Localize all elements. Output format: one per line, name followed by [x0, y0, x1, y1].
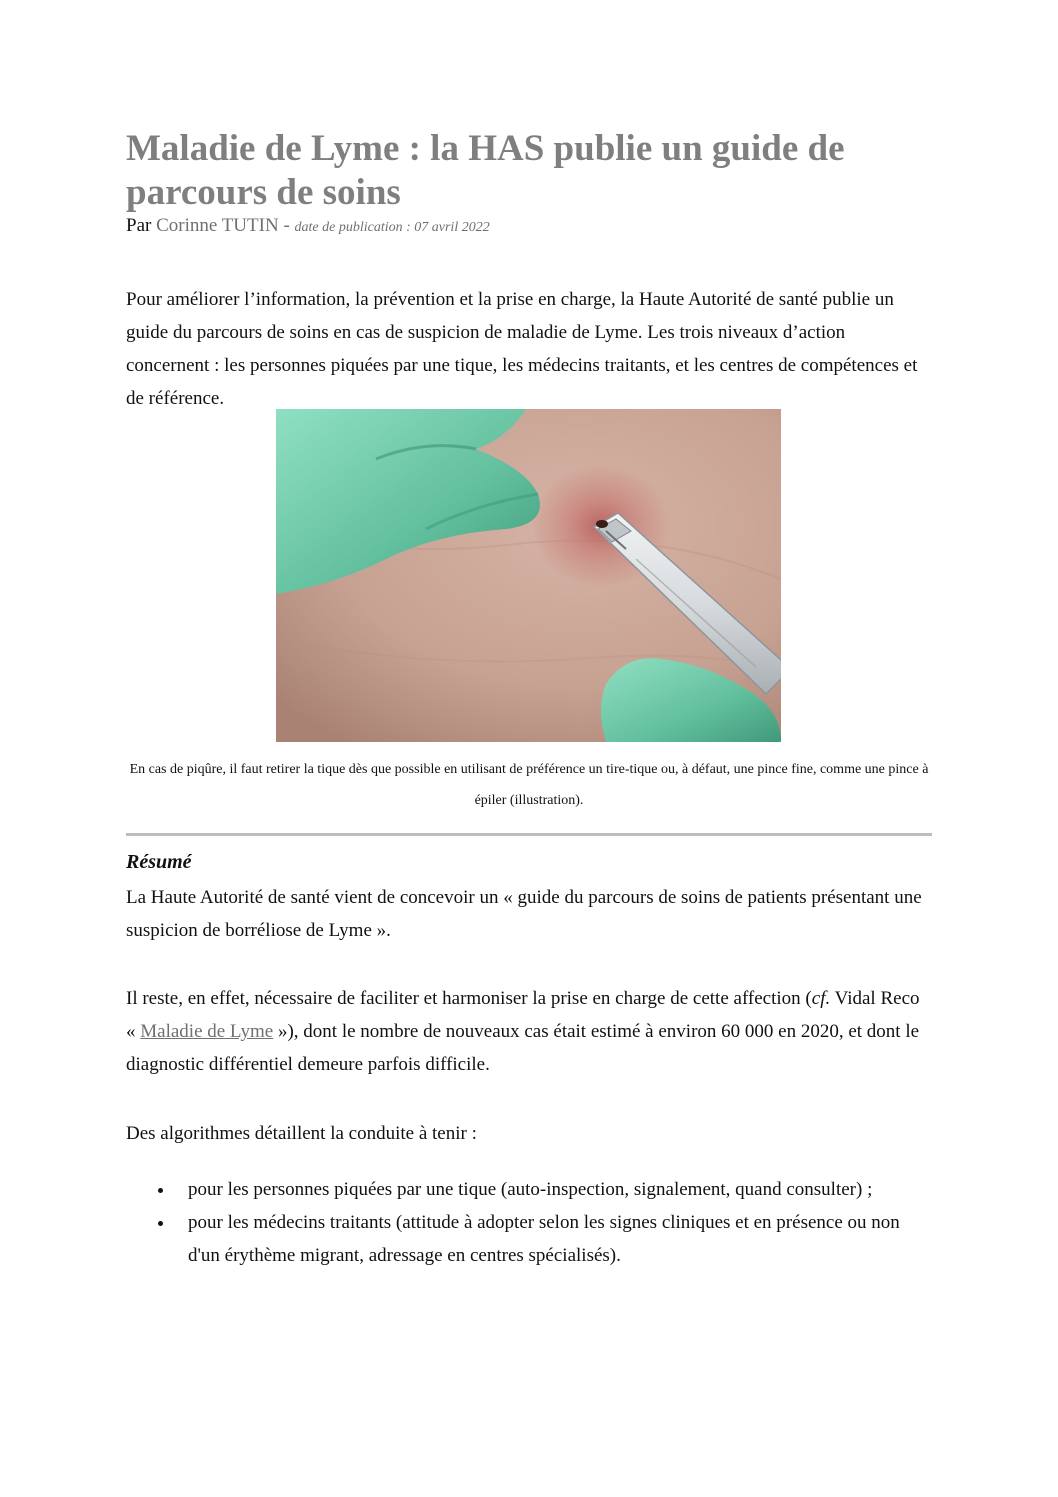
list-item-text: pour les personnes piquées par une tique (auto-inspection, signalement, quand consulter) ;	[188, 1179, 873, 1200]
tick-removal-photo	[276, 409, 781, 742]
p2-text-before: Il reste, en effet, nécessaire de faciliter et harmoniser la prise en charge de cette affection (	[126, 988, 812, 1009]
p2-text-middle: Vidal Reco «	[126, 988, 920, 1042]
bullet-icon	[158, 1221, 163, 1226]
byline-prefix: Par	[126, 215, 152, 236]
bullet-icon	[158, 1188, 163, 1193]
intro-paragraph: Pour améliorer l’information, la prévention et la prise en charge, la Haute Autorité de santé publie un guide du parcours de soins en cas de suspicion de maladie de Lyme. Les trois niveaux d’action concernent : les personnes piquées par une tique, les médecins traitants, et les centres de compétences et de référence.	[126, 289, 918, 409]
summary-paragraph-1: La Haute Autorité de santé vient de concevoir un « guide du parcours de soins de patients présentant une suspicion de borréliose de Lyme ».	[126, 887, 922, 941]
p2-text-after: »), dont le nombre de nouveaux cas était estimé à environ 60 000 en 2020, et dont le diagnostic différentiel demeure parfois difficile.	[126, 1021, 920, 1075]
summary-heading: Résumé	[126, 851, 192, 873]
author-name[interactable]: Corinne TUTIN	[156, 215, 279, 236]
algorithm-list	[126, 1173, 936, 1272]
publication-date: date de publication : 07 avril 2022	[294, 220, 490, 235]
summary-paragraph-3: Des algorithmes détaillent la conduite à tenir :	[126, 1123, 477, 1144]
maladie-de-lyme-link[interactable]: Maladie de Lyme	[140, 1021, 274, 1042]
p2-cf-abbrev: cf.	[811, 988, 831, 1009]
byline-separator: -	[283, 215, 290, 236]
article-title: Maladie de Lyme : la HAS publie un guide de parcours de soins	[126, 128, 845, 213]
byline	[126, 214, 490, 240]
section-divider	[126, 833, 932, 836]
list-item	[126, 1206, 936, 1272]
summary-paragraph-2	[126, 982, 926, 1081]
tick-removal-illustration	[276, 409, 781, 742]
list-item	[126, 1173, 936, 1206]
tick-icon	[596, 520, 608, 528]
figure-caption: En cas de piqûre, il faut retirer la tique dès que possible en utilisant de préférence un tire-tique ou, à défaut, une pince fine, comme une pince à épiler (illustration).	[129, 762, 929, 808]
list-item-text: pour les médecins traitants (attitude à adopter selon les signes cliniques et en présence ou non d'un érythème migrant, adressage en centres spécialisés).	[188, 1212, 900, 1266]
